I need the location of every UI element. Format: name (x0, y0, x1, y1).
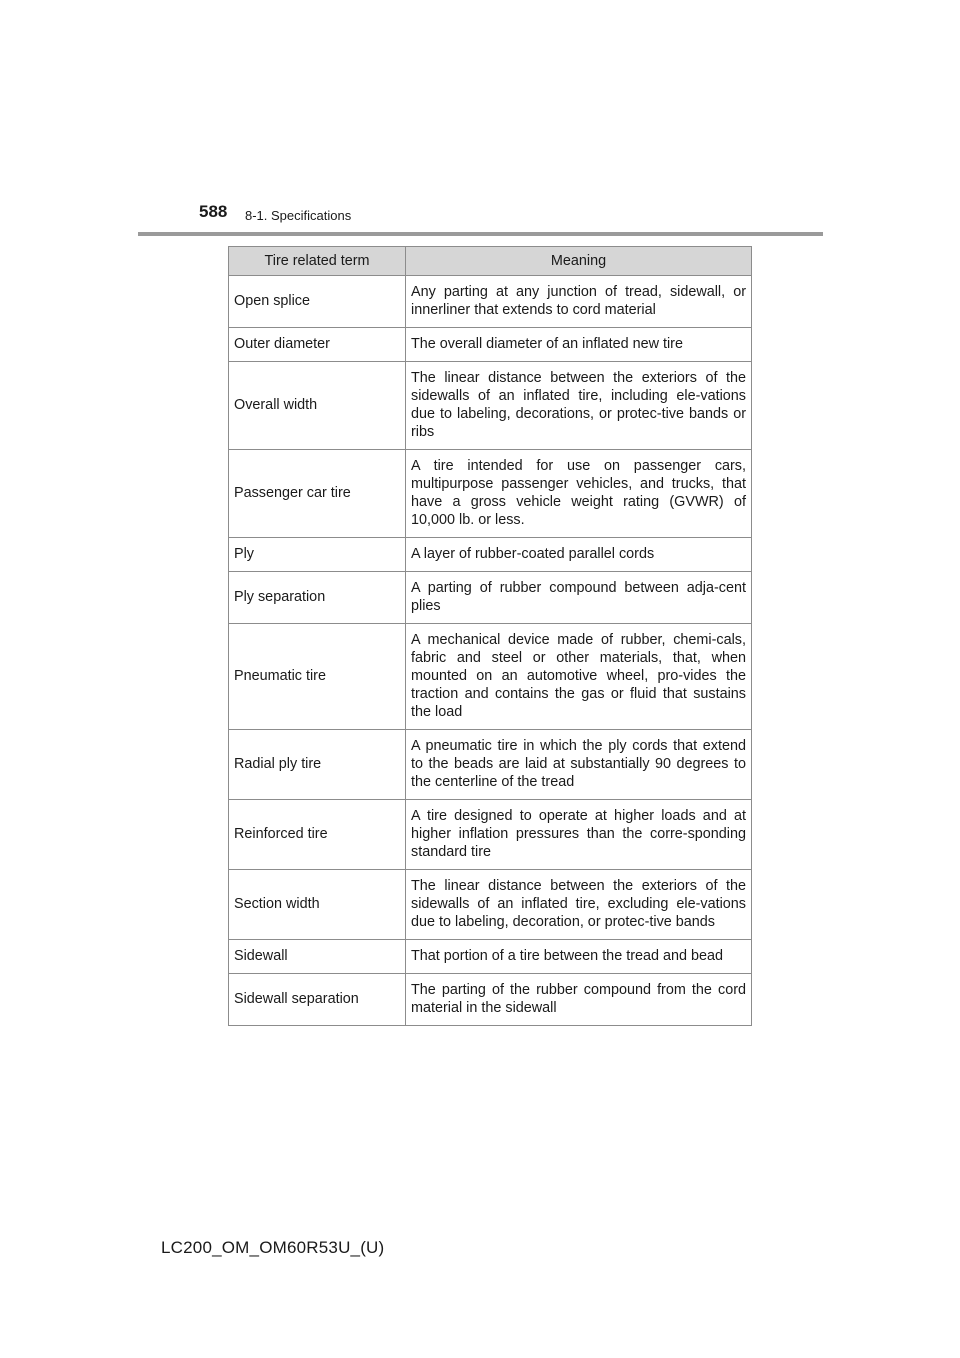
meaning-cell: A mechanical device made of rubber, chemi-cals, fabric and steel or other materials, that, when mounted on an automotive wheel, pro-vides the traction and contains the gas or fluid that sustains the load (406, 624, 752, 730)
meaning-cell: The linear distance between the exteriors of the sidewalls of an inflated tire, excluding ele-vations due to labeling, decoration, or protec-tive bands (406, 870, 752, 940)
table-row (229, 624, 752, 730)
table-row (229, 538, 752, 572)
table-row (229, 800, 752, 870)
document-code: LC200_OM_OM60R53U_(U) (161, 1238, 385, 1257)
meaning-cell: A layer of rubber-coated parallel cords (406, 538, 752, 572)
table-row (229, 730, 752, 800)
meaning-cell: That portion of a tire between the tread and bead (406, 940, 752, 974)
term-cell: Reinforced tire (229, 800, 406, 870)
table-row (229, 940, 752, 974)
column-header-meaning: Meaning (406, 247, 752, 276)
table-header-row (229, 247, 752, 276)
tire-terms-table (228, 246, 752, 1026)
table-row (229, 870, 752, 940)
table-row (229, 450, 752, 538)
meaning-cell: A tire intended for use on passenger cars, multipurpose passenger vehicles, and trucks, that have a gross vehicle weight rating (GVWR) of 10,000 lb. or less. (406, 450, 752, 538)
meaning-cell: A tire designed to operate at higher loads and at higher inflation pressures than the corre-sponding standard tire (406, 800, 752, 870)
term-cell: Passenger car tire (229, 450, 406, 538)
term-cell: Sidewall separation (229, 974, 406, 1026)
meaning-cell: The overall diameter of an inflated new tire (406, 328, 752, 362)
term-cell: Outer diameter (229, 328, 406, 362)
term-cell: Sidewall (229, 940, 406, 974)
term-cell: Section width (229, 870, 406, 940)
meaning-cell: Any parting at any junction of tread, sidewall, or innerliner that extends to cord material (406, 276, 752, 328)
table-row (229, 328, 752, 362)
term-cell: Pneumatic tire (229, 624, 406, 730)
meaning-cell: A parting of rubber compound between adja-cent plies (406, 572, 752, 624)
table-row (229, 572, 752, 624)
meaning-cell: A pneumatic tire in which the ply cords that extend to the beads are laid at substantially 90 degrees to the centerline of the tread (406, 730, 752, 800)
meaning-cell: The parting of the rubber compound from the cord material in the sidewall (406, 974, 752, 1026)
term-cell: Radial ply tire (229, 730, 406, 800)
column-header-term: Tire related term (229, 247, 406, 276)
term-cell: Overall width (229, 362, 406, 450)
page-number: 588 (199, 202, 228, 221)
section-title: 8-1. Specifications (245, 208, 352, 223)
meaning-cell: The linear distance between the exteriors of the sidewalls of an inflated tire, including ele-vations due to labeling, decorations, or protec-tive bands or ribs (406, 362, 752, 450)
table-row (229, 974, 752, 1026)
header-rule (138, 232, 823, 236)
term-cell: Open splice (229, 276, 406, 328)
table-row (229, 276, 752, 328)
term-cell: Ply (229, 538, 406, 572)
term-cell: Ply separation (229, 572, 406, 624)
table-row (229, 362, 752, 450)
